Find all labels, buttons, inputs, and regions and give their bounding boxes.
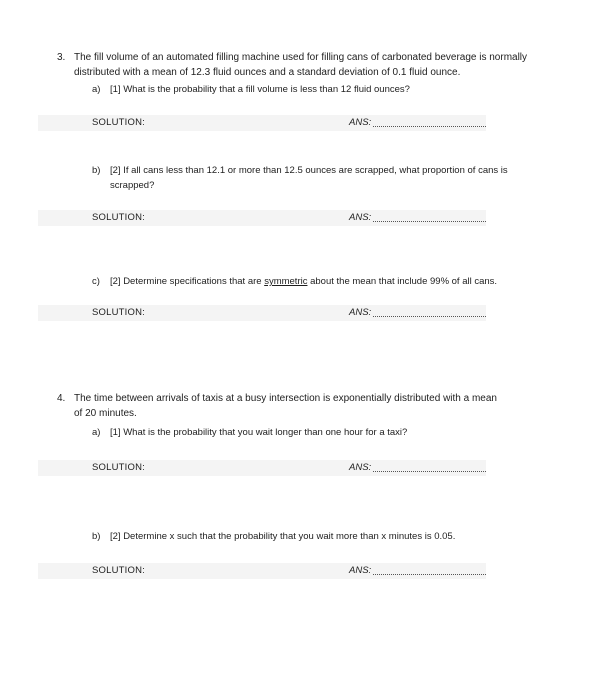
question-3b-line-1: [2] If all cans less than 12.1 or more than 12.5 ounces are scrapped, what proportion of cans is [110,165,508,176]
question-4-number: 4. [57,393,66,404]
answer-label: ANS: [349,462,372,473]
answer-label: ANS: [349,117,372,128]
question-4a [92,425,407,440]
question-3-text [74,50,527,80]
solution-label: SOLUTION: [92,565,146,576]
solution-label: SOLUTION: [92,462,146,473]
solution-label: SOLUTION: [92,307,146,318]
question-3c-text-after: about the mean that include 99% of all cans. [307,276,498,287]
question-3c [92,274,497,289]
question-4a-text: [1] What is the probability that you wait longer than one hour for a taxi? [110,427,408,438]
answer-label: ANS: [349,307,372,318]
question-4b [92,529,455,544]
solution-row-4b [38,563,486,579]
solution-row-3c [38,305,486,321]
answer-blank [373,316,486,317]
solution-row-4a [38,460,486,476]
question-4a-label: a) [92,427,101,438]
solution-row-3b [38,210,486,226]
answer-label: ANS: [349,565,372,576]
question-3c-text-before: [2] Determine specifications that are [110,276,265,287]
answer-blank [373,221,486,222]
question-3c-label: c) [92,276,100,287]
question-3b-label: b) [92,165,101,176]
question-3a-label: a) [92,84,101,95]
question-4-text [74,391,497,421]
solution-label: SOLUTION: [92,212,146,223]
question-3a-text: [1] What is the probability that a fill volume is less than 12 fluid ounces? [110,84,410,95]
question-3a [92,82,410,97]
question-3c-text-underlined: symmetric [264,276,308,287]
answer-blank [373,471,486,472]
answer-blank [373,126,486,127]
solution-label: SOLUTION: [92,117,146,128]
question-3-number: 3. [57,52,66,63]
question-4-line-1: The time between arrivals of taxis at a busy intersection is exponentially distributed with a mean [74,393,497,404]
question-4b-text: [2] Determine x such that the probability that you wait more than x minutes is 0.05. [110,531,456,542]
question-3-line-1: The fill volume of an automated filling machine used for filling cans of carbonated beverage is normally [74,52,528,63]
answer-blank [373,574,486,575]
question-3b-line-2: scrapped? [110,180,155,191]
solution-row-3a [38,115,486,131]
answer-label: ANS: [349,212,372,223]
question-3-line-2: distributed with a mean of 12.3 fluid ounces and a standard deviation of 0.1 fluid ounce. [74,67,461,78]
question-3b [92,163,508,193]
question-4-line-2: of 20 minutes. [74,408,137,419]
question-4b-label: b) [92,531,101,542]
